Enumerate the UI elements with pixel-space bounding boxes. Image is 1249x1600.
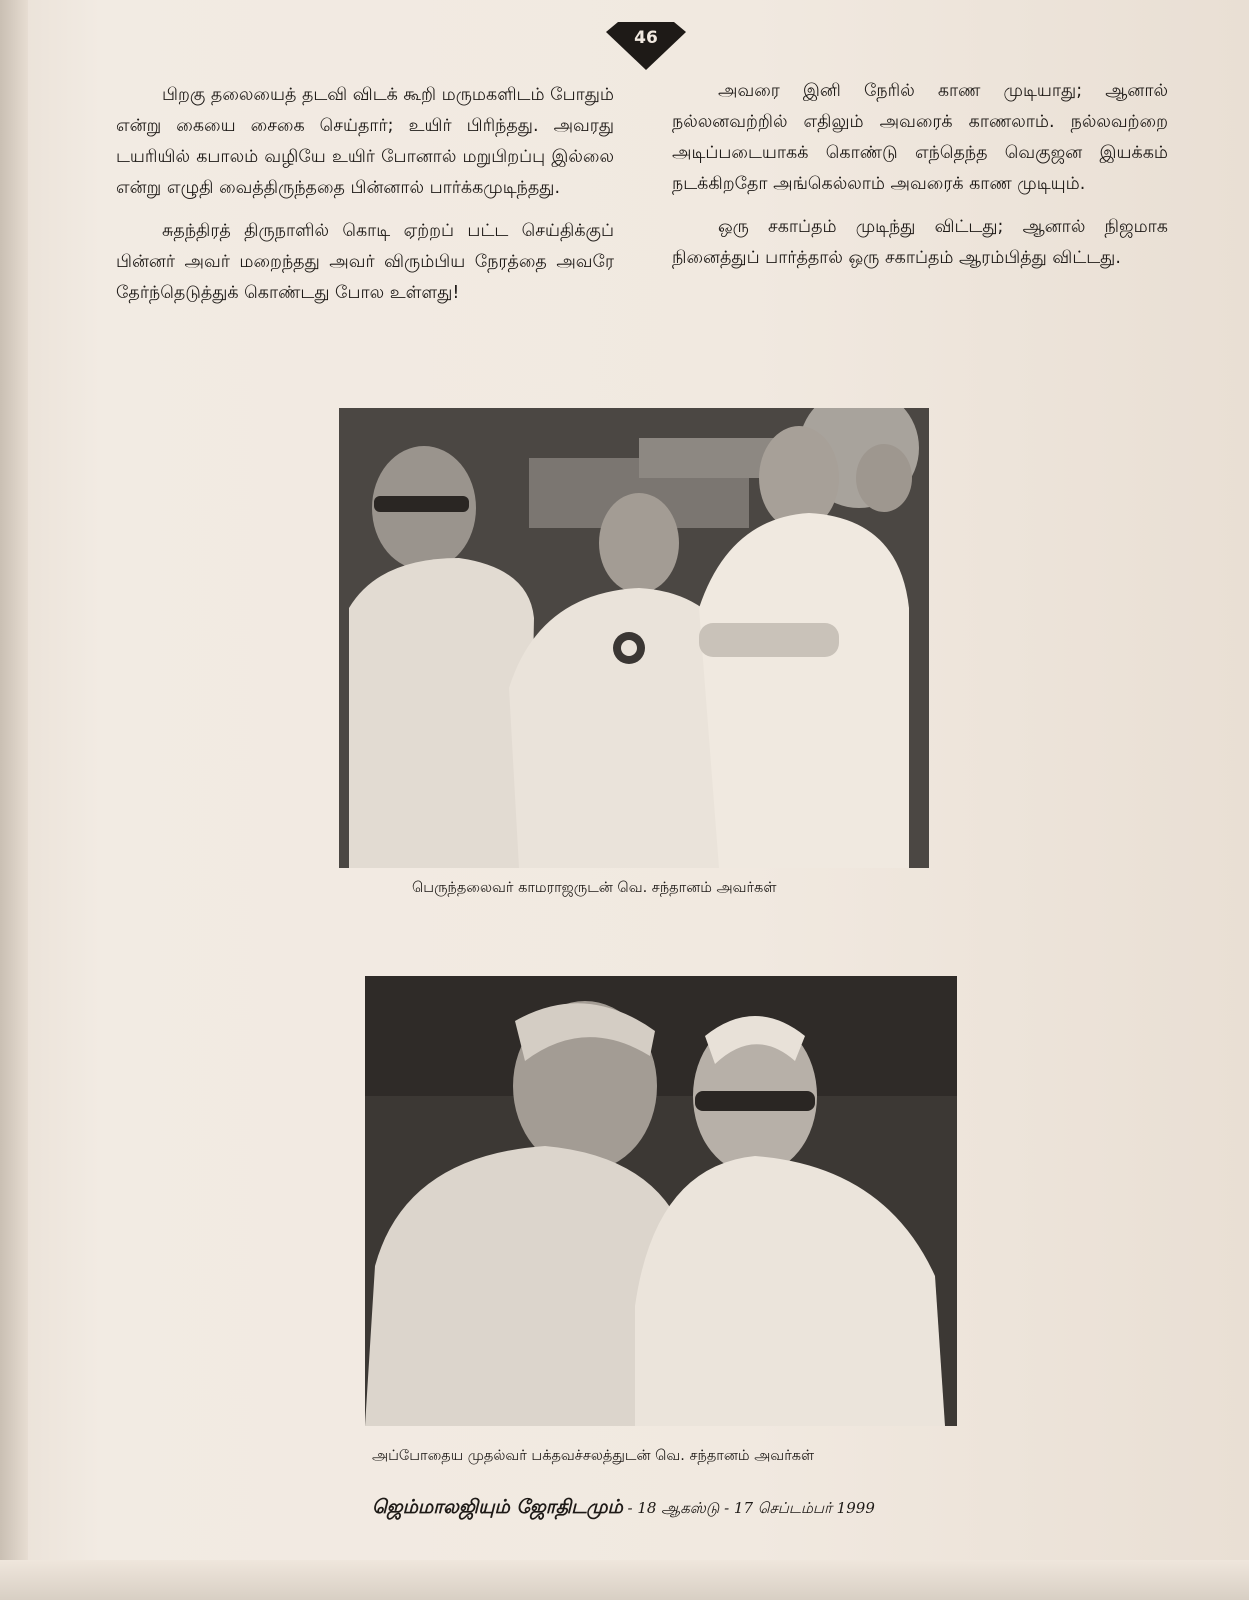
page-footer — [372, 1496, 875, 1521]
page-binding-edge — [0, 0, 28, 1600]
photo-1-caption: பெருந்தலைவர் காமராஜருடன் வெ. சந்தானம் அவர்கள் — [412, 880, 777, 896]
photo-bhaktavatsalam — [365, 976, 957, 1426]
right-paragraph-1: அவரை இனி நேரில் காண முடியாது; ஆனால் நல்லனவற்றில் எதிலும் அவரைக் காணலாம். நல்லவற்றை அடிப்படையாகக் கொண்டு எந்தெந்த வெகுஜன இயக்கம் நடக்கிறதோ அங்கெல்லாம் அவரைக் காண முடியும். — [672, 81, 1168, 194]
issue-date-range: - 18 ஆகஸ்டு - 17 செப்டம்பர் 1999 — [627, 1499, 875, 1517]
publication-title: ஜெம்மாலஜியும் ஜோதிடமும் — [372, 1496, 623, 1518]
photo-2-caption: அப்போதைய முதல்வர் பக்தவச்சலத்துடன் வெ. சந்தானம் அவர்கள் — [372, 1448, 815, 1464]
page-number-badge — [606, 22, 686, 70]
photo-group-image — [339, 408, 929, 868]
left-paragraph-2: சுதந்திரத் திருநாளில் கொடி ஏற்றப் பட்ட செய்திக்குப் பின்னர் அவர் மறைந்தது அவர் விரும்பிய நேரத்தை அவரே தேர்ந்தெடுத்துக் கொண்டது போல உள்ளது! — [116, 221, 614, 303]
photo-kamaraj-group — [339, 408, 929, 868]
left-paragraph-1: பிறகு தலையைத் தடவி விடக் கூறி மருமகளிடம் போதும் என்று கையை சைகை செய்தார்; உயிர் பிரிந்தது. அவரது டயரியில் கபாலம் வழியே உயிர் போனால் மறுபிறப்பு இல்லை என்று எழுதி வைத்திருந்ததை பின்னால் பார்க்கமுடிந்தது. — [116, 85, 614, 198]
right-text-column — [672, 76, 1168, 286]
right-paragraph-2: ஒரு சகாப்தம் முடிந்து விட்டது; ஆனால் நிஜமாக நினைத்துப் பார்த்தால் ஒரு சகாப்தம் ஆரம்பித்து விட்டது. — [672, 217, 1168, 268]
page-number: 46 — [634, 28, 658, 48]
photo-two-men-image — [365, 976, 957, 1426]
page-bottom-shadow — [0, 1560, 1249, 1600]
left-text-column — [116, 80, 614, 321]
